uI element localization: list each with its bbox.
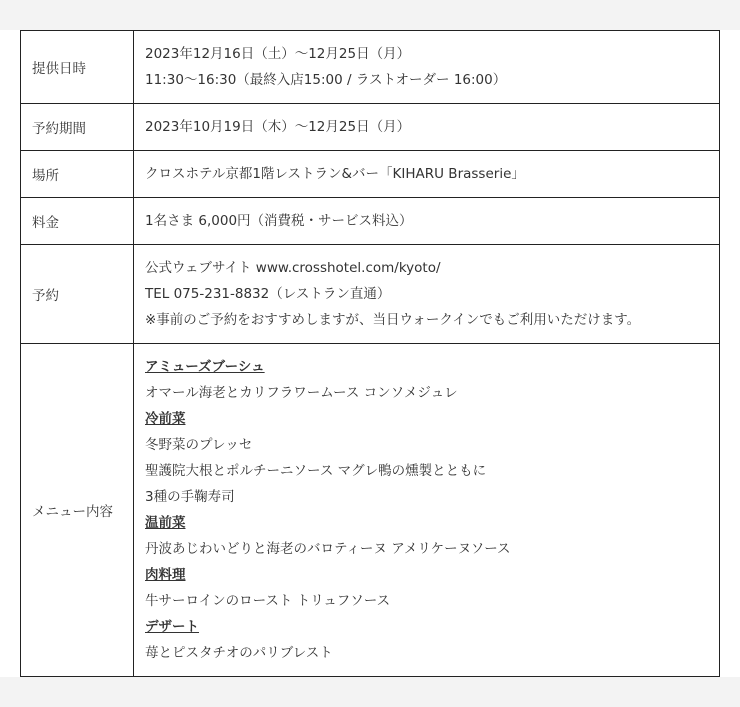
course-item: 聖護院大根とポルチーニソース マグレ鴨の燻製とともに	[145, 463, 487, 479]
course-item: 苺とピスタチオのパリブレスト	[145, 645, 333, 661]
booking-website: 公式ウェブサイト www.crosshotel.com/kyoto/	[145, 260, 441, 276]
price-text: 1名さま 6,000円（消費税・サービス料込）	[145, 213, 413, 229]
event-info-table	[20, 30, 720, 677]
booking-note: ※事前のご予約をおすすめしますが、当日ウォークインでもご利用いただけます。	[145, 312, 641, 328]
menu-course-list	[145, 345, 711, 675]
hours-times: 11:30〜16:30（最終入店15:00 / ラストオーダー 16:00）	[145, 72, 507, 88]
table-row-location	[21, 151, 720, 198]
table-row-hours	[21, 31, 720, 104]
course-item: 3種の手鞠寿司	[145, 489, 235, 505]
course-item: オマール海老とカリフラワームース コンソメジュレ	[145, 385, 458, 401]
location-text: クロスホテル京都1階レストラン&バー「KIHARU Brasserie」	[145, 166, 525, 182]
course-item: 牛サーロインのロースト トリュフソース	[145, 593, 391, 609]
course-heading-warm-appetizer: 温前菜	[145, 515, 186, 531]
booking-phone: TEL 075-231-8832（レストラン直通）	[145, 286, 391, 302]
reservation-period-label: 予約期間	[21, 104, 134, 151]
table-row-booking	[21, 245, 720, 344]
course-heading-cold-appetizer: 冷前菜	[145, 411, 186, 427]
price-label: 料金	[21, 198, 134, 245]
hours-value	[134, 31, 720, 104]
price-value	[134, 198, 720, 245]
menu-value	[134, 344, 720, 677]
table-row-price	[21, 198, 720, 245]
location-value	[134, 151, 720, 198]
location-label: 場所	[21, 151, 134, 198]
reservation-period-value	[134, 104, 720, 151]
booking-label: 予約	[21, 245, 134, 344]
table-row-reservation-period	[21, 104, 720, 151]
course-heading-dessert: デザート	[145, 619, 199, 635]
menu-label: メニュー内容	[21, 344, 134, 677]
page	[0, 30, 740, 677]
course-item: 丹波あじわいどりと海老のバロティーヌ アメリケーヌソース	[145, 541, 511, 557]
reservation-period-dates: 2023年10月19日（木）〜12月25日（月）	[145, 119, 411, 135]
course-item: 冬野菜のプレッセ	[145, 437, 253, 453]
course-heading-meat: 肉料理	[145, 567, 186, 583]
hours-dates: 2023年12月16日（土）〜12月25日（月）	[145, 46, 411, 62]
table-row-menu	[21, 344, 720, 677]
booking-value	[134, 245, 720, 344]
course-heading-amuse: アミューズブーシュ	[145, 359, 265, 375]
hours-label: 提供日時	[21, 31, 134, 104]
